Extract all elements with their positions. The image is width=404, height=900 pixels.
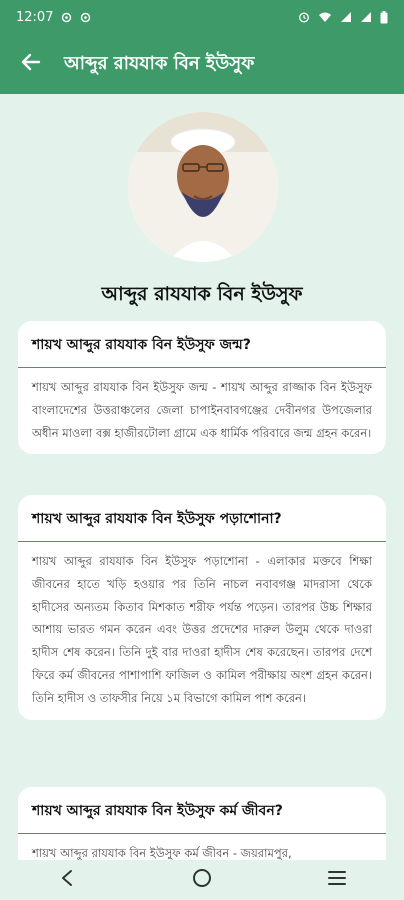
profile-name: আব্দুর রাযযাক বিন ইউসুফ (101, 283, 303, 305)
notification-icon (80, 12, 91, 23)
card-title: শায়খ আব্দুর রাযযাক বিন ইউসুফ জন্ম? (18, 321, 386, 368)
wifi-icon (318, 11, 332, 23)
back-nav-icon (60, 869, 74, 891)
notification-icon (61, 12, 72, 23)
card-title: শায়খ আব্দুর রাযযাক বিন ইউসুফ কর্ম জীবন? (18, 787, 386, 834)
back-button[interactable] (16, 49, 46, 79)
info-card-career (18, 787, 386, 860)
battery-icon (380, 11, 388, 24)
card-body: শায়খ আব্দুর রাযযাক বিন ইউসুফ জন্ম - শায়খ আব্দুর রাজ্জাক বিন ইউসুফ বাংলাদেশের উত্তরাঞ্চলের জেলা চাপাইনবাবগঞ্জের দেবীনগর উপজেলার অধীন মাওলা বক্স হাজীরটোলা গ্রামে এক ধার্মিক পরিবারে জন্ম গ্রহন করেন। (32, 380, 372, 440)
info-card-birth (18, 321, 386, 454)
status-bar-left (16, 10, 91, 25)
card-body: শায়খ আব্দুর রাযযাক বিন ইউসুফ পড়াশোনা - এলাকার মক্তবে শিক্ষা জীবনের হাতে খড়ি হওয়ার পর তিনি নাচল নবাবগঞ্জ মাদরাসা থেকে হাদীসের অন্যতম কিতাব মিশকাত শরীফ পর্যন্ত পড়েন। তারপর উচ্চ শিক্ষার আশায় ভারত গমন করেন এবং উত্তর প্রদেশের দারুল উলুম থেকে দাওরা হাদীস শেষ করেন। তিনি দুই বার দাওরা হাদীস শেষ করেছেন। তারপর দেশে ফিরে কর্ম জীবনের পাশাপাশি ফাজিল ও কামিল পরীক্ষায় অংশ গ্রহন করেন। তিনি হাদীস ও তাফসীর নিয়ে ১ম বিভাগে কামিল পাশ করেন। (32, 554, 372, 705)
info-card-education (18, 495, 386, 720)
app-bar (0, 34, 404, 94)
recents-nav-icon (327, 870, 347, 890)
content-scroll[interactable] (0, 94, 404, 860)
avatar (128, 112, 278, 262)
system-nav-bar (0, 860, 404, 900)
card-body: শায়খ আব্দুর রাযযাক বিন ইউসুফ কর্ম জীবন - জয়রামপুর, (32, 846, 292, 860)
signal-icon (340, 11, 352, 23)
alarm-icon (298, 11, 310, 23)
status-time: 12:07 (16, 9, 54, 25)
portrait-image (128, 112, 278, 262)
home-nav-icon (192, 868, 212, 892)
signal-icon (360, 11, 372, 23)
card-title: শায়খ আব্দুর রাযযাক বিন ইউসুফ পড়াশোনা? (18, 495, 386, 542)
nav-recents-button[interactable] (317, 862, 357, 898)
nav-back-button[interactable] (47, 862, 87, 898)
app-bar-title: আব্দুর রাযযাক বিন ইউসুফ (64, 52, 255, 74)
status-bar (0, 0, 404, 34)
arrow-back-icon (20, 51, 42, 77)
nav-home-button[interactable] (182, 862, 222, 898)
status-bar-right (298, 11, 388, 24)
